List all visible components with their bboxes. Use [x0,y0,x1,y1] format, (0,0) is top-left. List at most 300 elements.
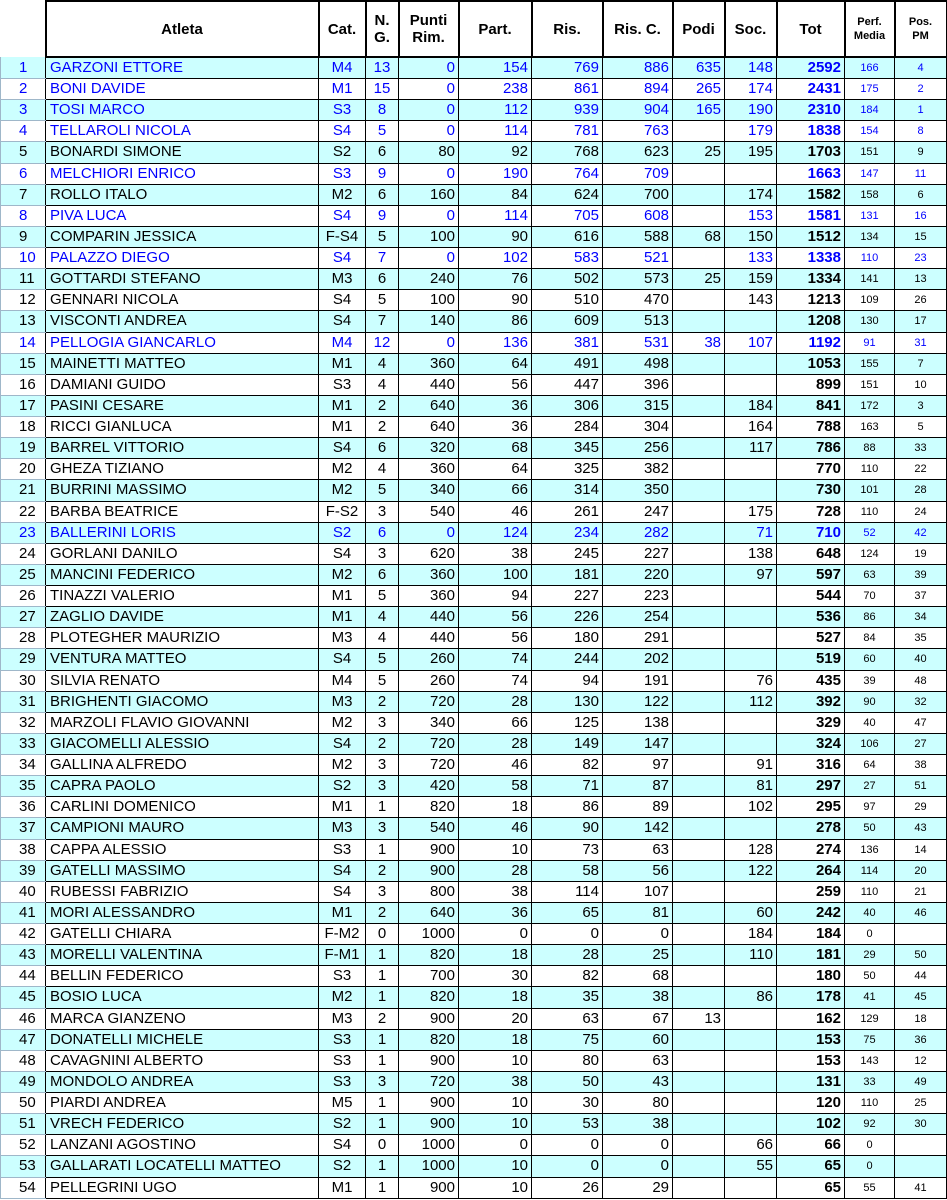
cell-soc [725,733,777,754]
cell-ris-c: 227 [603,543,673,564]
cell-tot: 1703 [777,142,845,163]
cell-tot: 435 [777,670,845,691]
cell-soc: 86 [725,987,777,1008]
cell-ris: 381 [532,332,603,353]
cell-soc: 97 [725,564,777,585]
cell-athlete: VISCONTI ANDREA [46,311,319,332]
cell-soc: 81 [725,776,777,797]
cell-ris-c: 894 [603,79,673,100]
table-row [1,649,947,670]
cell-pos-pm: 25 [895,1093,947,1114]
cell-pos-pm: 17 [895,311,947,332]
cell-perf-media: 184 [845,100,895,121]
cell-part: 0 [459,924,532,945]
cell-punti-rim: 140 [399,311,459,332]
cell-soc: 76 [725,670,777,691]
table-row [1,543,947,564]
cell-athlete: GATELLI CHIARA [46,924,319,945]
cell-ris-c: 700 [603,184,673,205]
table-row [1,586,947,607]
header-part: Part. [459,1,532,57]
cell-athlete: MAINETTI MATTEO [46,353,319,374]
cell-perf-media: 33 [845,1071,895,1092]
cell-races: 2 [366,1008,399,1029]
cell-athlete: GORLANI DANILO [46,543,319,564]
cell-punti-rim: 340 [399,480,459,501]
table-row [1,163,947,184]
cell-ris: 306 [532,395,603,416]
cell-ris: 65 [532,902,603,923]
table-row [1,374,947,395]
cell-position: 41 [1,902,46,923]
cell-podi: 165 [673,100,725,121]
cell-ris-c: 513 [603,311,673,332]
cell-punti-rim: 820 [399,987,459,1008]
cell-ris: 63 [532,1008,603,1029]
cell-part: 56 [459,374,532,395]
cell-podi [673,522,725,543]
cell-athlete: GALLARATI LOCATELLI MATTEO [46,1156,319,1177]
header-pr-line2: Rim. [412,29,445,46]
cell-tot: 1208 [777,311,845,332]
cell-position: 15 [1,353,46,374]
cell-category: M1 [319,79,366,100]
cell-soc: 148 [725,57,777,79]
cell-athlete: VRECH FEDERICO [46,1114,319,1135]
cell-tot: 153 [777,1029,845,1050]
cell-pos-pm: 19 [895,543,947,564]
cell-perf-media: 134 [845,226,895,247]
cell-tot: 728 [777,501,845,522]
cell-pos-pm: 12 [895,1050,947,1071]
cell-punti-rim: 260 [399,670,459,691]
cell-category: M3 [319,818,366,839]
cell-category: F-S4 [319,226,366,247]
cell-perf-media: 106 [845,733,895,754]
cell-perf-media: 130 [845,311,895,332]
cell-category: S4 [319,290,366,311]
cell-ris-c: 304 [603,417,673,438]
cell-punti-rim: 1000 [399,924,459,945]
header-pr-line1: Punti [409,12,448,29]
cell-podi [673,1050,725,1071]
cell-soc [725,712,777,733]
header-podi: Podi [673,1,725,57]
cell-perf-media: 88 [845,438,895,459]
cell-position: 53 [1,1156,46,1177]
cell-ris-c: 382 [603,459,673,480]
cell-athlete: CAPRA PAOLO [46,776,319,797]
table-row [1,607,947,628]
table-row [1,480,947,501]
cell-races: 12 [366,332,399,353]
cell-ris: 0 [532,1156,603,1177]
cell-races: 5 [366,290,399,311]
cell-ris-c: 142 [603,818,673,839]
cell-part: 56 [459,607,532,628]
cell-soc: 190 [725,100,777,121]
cell-races: 1 [366,797,399,818]
cell-punti-rim: 100 [399,290,459,311]
cell-ris: 764 [532,163,603,184]
cell-perf-media: 109 [845,290,895,311]
cell-athlete: BOSIO LUCA [46,987,319,1008]
cell-position: 14 [1,332,46,353]
cell-races: 6 [366,564,399,585]
cell-athlete: ZAGLIO DAVIDE [46,607,319,628]
header-ng-line2: G. [374,29,390,46]
cell-pos-pm [895,924,947,945]
table-row [1,691,947,712]
cell-soc: 60 [725,902,777,923]
cell-punti-rim: 0 [399,57,459,79]
cell-athlete: BONI DAVIDE [46,79,319,100]
cell-athlete: LANZANI AGOSTINO [46,1135,319,1156]
cell-pos-pm: 46 [895,902,947,923]
cell-category: M4 [319,670,366,691]
cell-tot: 527 [777,628,845,649]
cell-category: F-M1 [319,945,366,966]
cell-soc: 184 [725,395,777,416]
cell-athlete: CAMPIONI MAURO [46,818,319,839]
cell-races: 4 [366,374,399,395]
cell-perf-media: 110 [845,1093,895,1114]
cell-races: 7 [366,311,399,332]
cell-ris-c: 56 [603,860,673,881]
cell-soc: 55 [725,1156,777,1177]
cell-perf-media: 151 [845,374,895,395]
cell-category: M2 [319,712,366,733]
table-row [1,417,947,438]
cell-tot: 242 [777,902,845,923]
cell-podi [673,628,725,649]
cell-tot: 841 [777,395,845,416]
cell-tot: 65 [777,1156,845,1177]
cell-ris-c: 0 [603,1156,673,1177]
cell-position: 18 [1,417,46,438]
cell-category: M1 [319,395,366,416]
cell-position: 50 [1,1093,46,1114]
cell-athlete: GATELLI MASSIMO [46,860,319,881]
cell-position: 9 [1,226,46,247]
cell-ris-c: 291 [603,628,673,649]
cell-tot: 730 [777,480,845,501]
cell-athlete: PIARDI ANDREA [46,1093,319,1114]
cell-category: F-S2 [319,501,366,522]
cell-tot: 274 [777,839,845,860]
table-row [1,332,947,353]
cell-category: M2 [319,755,366,776]
table-row [1,100,947,121]
table-row [1,839,947,860]
cell-ris-c: 315 [603,395,673,416]
cell-soc: 91 [725,755,777,776]
cell-punti-rim: 420 [399,776,459,797]
cell-pos-pm: 8 [895,121,947,142]
cell-pos-pm: 15 [895,226,947,247]
cell-races: 0 [366,924,399,945]
cell-athlete: CAVAGNINI ALBERTO [46,1050,319,1071]
cell-pos-pm: 20 [895,860,947,881]
cell-category: M1 [319,417,366,438]
cell-position: 27 [1,607,46,628]
cell-podi [673,1071,725,1092]
cell-category: S4 [319,205,366,226]
cell-part: 86 [459,311,532,332]
cell-ris-c: 220 [603,564,673,585]
cell-athlete: GOTTARDI STEFANO [46,269,319,290]
cell-soc: 184 [725,924,777,945]
table-row [1,311,947,332]
cell-punti-rim: 0 [399,522,459,543]
cell-part: 112 [459,100,532,121]
cell-pos-pm: 10 [895,374,947,395]
cell-races: 3 [366,1071,399,1092]
cell-races: 6 [366,269,399,290]
cell-position: 13 [1,311,46,332]
table-row [1,733,947,754]
header-pos-line1: Pos. [908,16,933,28]
cell-part: 76 [459,269,532,290]
cell-ris-c: 247 [603,501,673,522]
cell-podi [673,1177,725,1198]
cell-ris-c: 67 [603,1008,673,1029]
table-row [1,1050,947,1071]
cell-soc [725,353,777,374]
cell-pos-pm: 2 [895,79,947,100]
cell-races: 5 [366,226,399,247]
table-row [1,755,947,776]
cell-podi [673,205,725,226]
cell-soc: 150 [725,226,777,247]
cell-category: M1 [319,607,366,628]
cell-position: 47 [1,1029,46,1050]
cell-ris-c: 25 [603,945,673,966]
cell-athlete: MARCA GIANZENO [46,1008,319,1029]
cell-ris: 90 [532,818,603,839]
cell-ris: 226 [532,607,603,628]
cell-races: 4 [366,607,399,628]
table-row [1,353,947,374]
cell-tot: 536 [777,607,845,628]
cell-punti-rim: 820 [399,1029,459,1050]
cell-punti-rim: 360 [399,586,459,607]
table-row [1,522,947,543]
cell-pos-pm: 21 [895,881,947,902]
cell-races: 1 [366,1114,399,1135]
cell-pos-pm: 31 [895,332,947,353]
cell-ris-c: 904 [603,100,673,121]
cell-ris-c: 396 [603,374,673,395]
cell-tot: 770 [777,459,845,480]
table-row [1,902,947,923]
cell-athlete: RUBESSI FABRIZIO [46,881,319,902]
cell-part: 190 [459,163,532,184]
cell-races: 3 [366,543,399,564]
cell-podi [673,860,725,881]
cell-podi [673,501,725,522]
cell-perf-media: 114 [845,860,895,881]
cell-pos-pm: 48 [895,670,947,691]
cell-punti-rim: 360 [399,459,459,480]
cell-tot: 329 [777,712,845,733]
cell-athlete: TELLAROLI NICOLA [46,121,319,142]
cell-ris-c: 191 [603,670,673,691]
cell-races: 2 [366,902,399,923]
cell-soc: 143 [725,290,777,311]
cell-tot: 899 [777,374,845,395]
cell-perf-media: 41 [845,987,895,1008]
cell-tot: 1334 [777,269,845,290]
cell-soc: 128 [725,839,777,860]
cell-perf-media: 63 [845,564,895,585]
cell-category: S4 [319,248,366,269]
cell-ris-c: 43 [603,1071,673,1092]
cell-ris: 768 [532,142,603,163]
cell-ris: 130 [532,691,603,712]
cell-perf-media: 172 [845,395,895,416]
cell-pos-pm: 29 [895,797,947,818]
cell-part: 100 [459,564,532,585]
cell-ris-c: 498 [603,353,673,374]
cell-podi [673,564,725,585]
cell-ris-c: 886 [603,57,673,79]
cell-perf-media: 147 [845,163,895,184]
table-row [1,459,947,480]
cell-ris-c: 588 [603,226,673,247]
cell-punti-rim: 620 [399,543,459,564]
cell-races: 3 [366,501,399,522]
cell-punti-rim: 0 [399,205,459,226]
cell-pos-pm: 47 [895,712,947,733]
cell-category: S3 [319,966,366,987]
cell-tot: 1338 [777,248,845,269]
cell-punti-rim: 440 [399,628,459,649]
cell-ris-c: 0 [603,924,673,945]
cell-podi [673,248,725,269]
header-ris: Ris. [532,1,603,57]
cell-podi [673,691,725,712]
cell-podi [673,374,725,395]
cell-category: M3 [319,269,366,290]
cell-athlete: RICCI GIANLUCA [46,417,319,438]
cell-part: 90 [459,226,532,247]
cell-position: 48 [1,1050,46,1071]
cell-part: 92 [459,142,532,163]
cell-pos-pm: 24 [895,501,947,522]
cell-ris-c: 138 [603,712,673,733]
cell-ris: 609 [532,311,603,332]
cell-ris-c: 608 [603,205,673,226]
cell-athlete: ROLLO ITALO [46,184,319,205]
cell-pos-pm: 22 [895,459,947,480]
cell-podi [673,184,725,205]
cell-races: 6 [366,522,399,543]
cell-part: 238 [459,79,532,100]
cell-podi [673,586,725,607]
cell-pos-pm: 11 [895,163,947,184]
cell-soc [725,1114,777,1135]
cell-category: M3 [319,691,366,712]
cell-podi [673,945,725,966]
cell-tot: 162 [777,1008,845,1029]
table-row [1,1029,947,1050]
cell-podi [673,1029,725,1050]
cell-podi [673,839,725,860]
cell-tot: 2592 [777,57,845,79]
cell-ris-c: 282 [603,522,673,543]
cell-punti-rim: 900 [399,839,459,860]
cell-soc [725,649,777,670]
cell-tot: 788 [777,417,845,438]
cell-pos-pm: 40 [895,649,947,670]
table-row [1,987,947,1008]
cell-ris-c: 223 [603,586,673,607]
table-row [1,818,947,839]
cell-ris-c: 63 [603,839,673,860]
cell-athlete: MORI ALESSANDRO [46,902,319,923]
cell-podi [673,733,725,754]
cell-part: 36 [459,395,532,416]
cell-perf-media: 155 [845,353,895,374]
cell-soc: 174 [725,184,777,205]
cell-soc [725,374,777,395]
cell-podi: 25 [673,142,725,163]
cell-perf-media: 110 [845,501,895,522]
cell-punti-rim: 640 [399,395,459,416]
cell-ris-c: 81 [603,902,673,923]
cell-part: 38 [459,881,532,902]
cell-races: 6 [366,142,399,163]
cell-ris-c: 350 [603,480,673,501]
cell-position: 19 [1,438,46,459]
cell-ris: 781 [532,121,603,142]
cell-podi [673,121,725,142]
cell-soc: 174 [725,79,777,100]
cell-perf-media: 86 [845,607,895,628]
cell-part: 58 [459,776,532,797]
cell-position: 5 [1,142,46,163]
cell-ris: 624 [532,184,603,205]
table-row [1,628,947,649]
cell-perf-media: 40 [845,902,895,923]
cell-ris: 149 [532,733,603,754]
header-perf-line2: Media [853,30,886,42]
cell-category: S3 [319,163,366,184]
cell-punti-rim: 820 [399,797,459,818]
cell-pos-pm [895,1135,947,1156]
cell-punti-rim: 440 [399,607,459,628]
cell-races: 3 [366,755,399,776]
cell-races: 1 [366,987,399,1008]
cell-punti-rim: 160 [399,184,459,205]
cell-ris-c: 89 [603,797,673,818]
cell-podi [673,353,725,374]
cell-ris: 261 [532,501,603,522]
cell-part: 20 [459,1008,532,1029]
cell-punti-rim: 240 [399,269,459,290]
cell-soc [725,881,777,902]
table-row [1,1071,947,1092]
cell-soc [725,163,777,184]
cell-podi [673,417,725,438]
cell-pos-pm: 26 [895,290,947,311]
cell-ris: 227 [532,586,603,607]
cell-tot: 102 [777,1114,845,1135]
cell-athlete: MELCHIORI ENRICO [46,163,319,184]
cell-perf-media: 166 [845,57,895,79]
cell-ris: 35 [532,987,603,1008]
